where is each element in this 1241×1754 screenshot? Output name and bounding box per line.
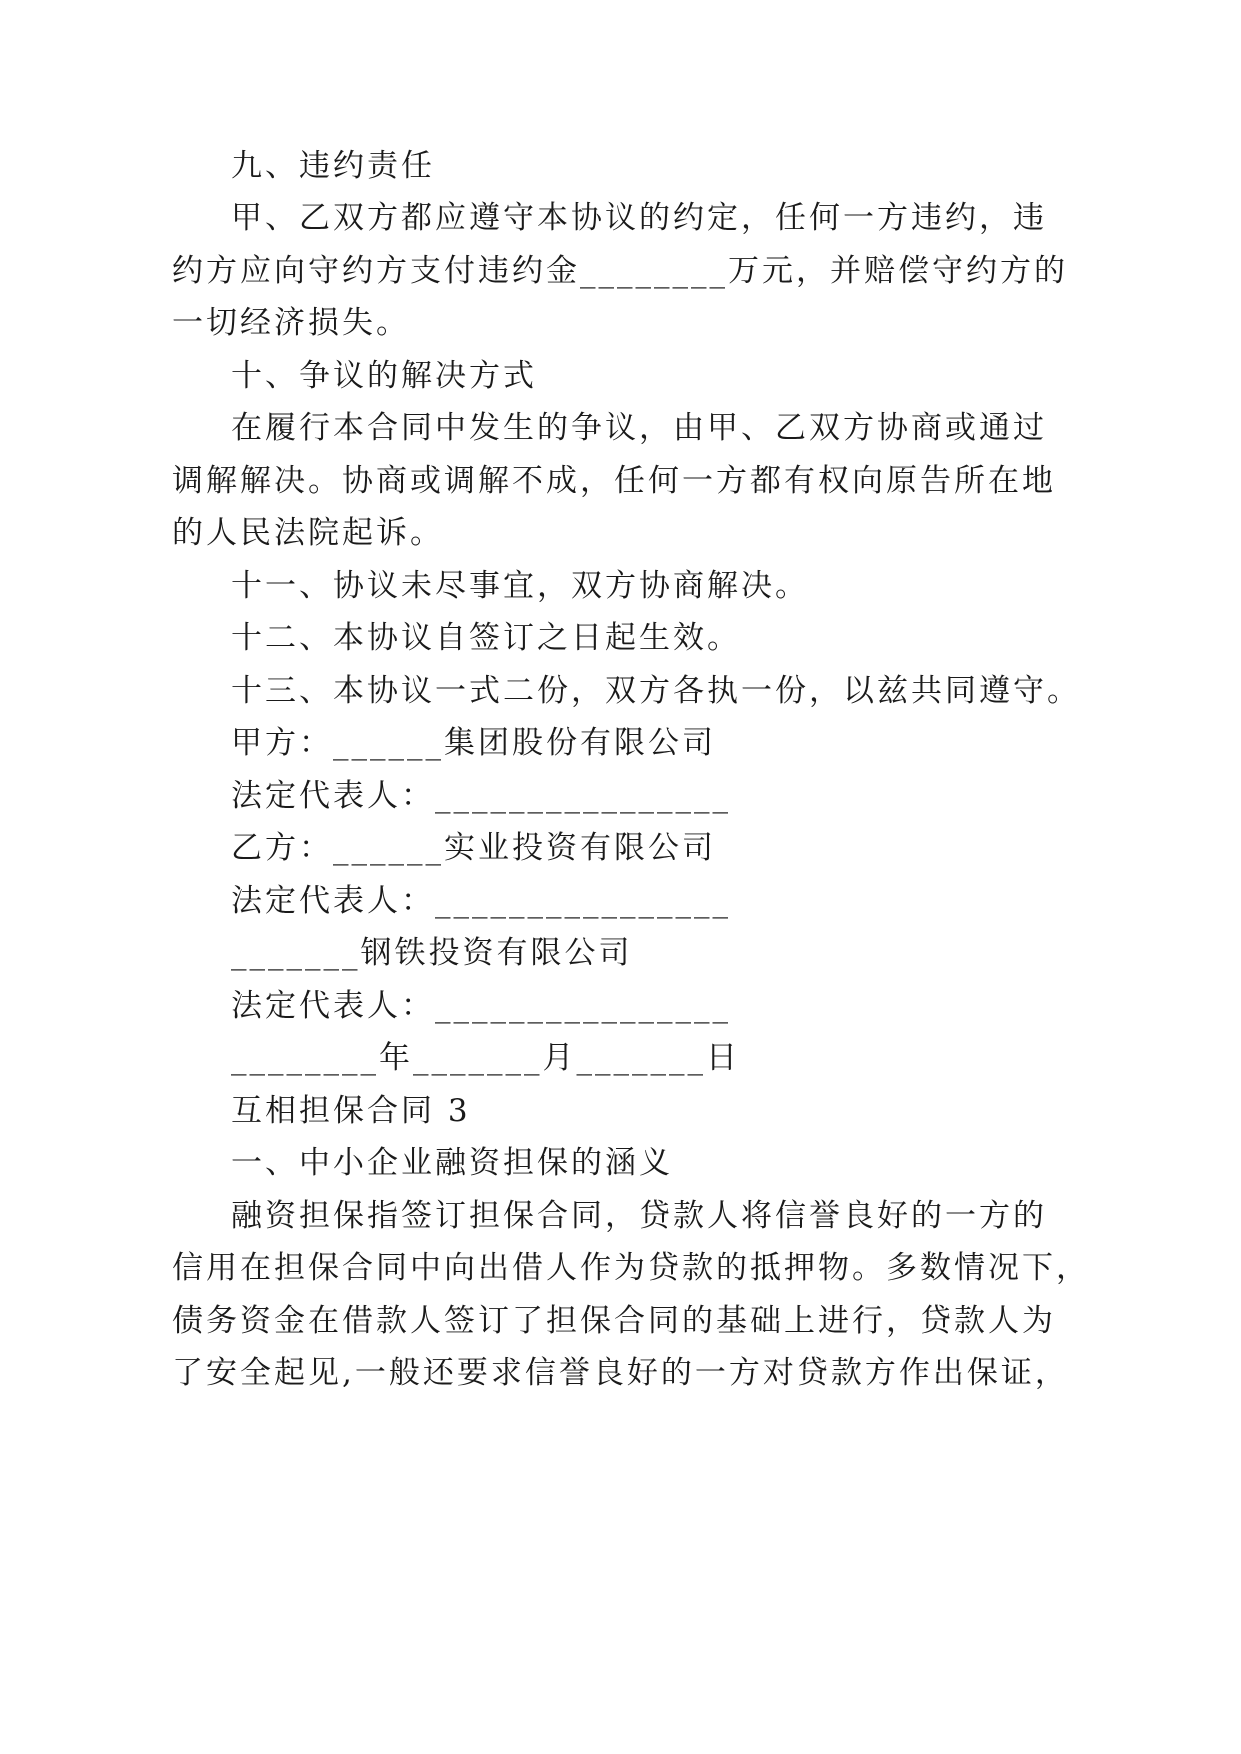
paragraph-line: 融资担保指签订担保合同，贷款人将信誉良好的一方的	[231, 1198, 1047, 1234]
signature-representative: 法定代表人：________________	[231, 883, 731, 919]
signature-representative: 法定代表人：________________	[231, 778, 731, 814]
signature-party-c: _______钢铁投资有限公司	[231, 935, 633, 971]
paragraph-line: 债务资金在借款人签订了担保合同的基础上进行，贷款人为	[172, 1303, 1056, 1339]
signature-party-b: 乙方：______实业投资有限公司	[231, 830, 716, 866]
section-heading-dispute: 十、争议的解决方式	[231, 358, 537, 394]
signature-representative: 法定代表人：________________	[231, 988, 731, 1024]
signature-party-a: 甲方：______集团股份有限公司	[231, 725, 716, 761]
clause-line: 十二、本协议自签订之日起生效。	[231, 620, 741, 656]
clause-line: 十三、本协议一式二份，双方各执一份，以兹共同遵守。	[231, 673, 1081, 709]
section-heading-breach: 九、违约责任	[231, 148, 435, 184]
signature-date: ________年_______月_______日	[231, 1040, 740, 1076]
clause-line: 十一、协议未尽事宜，双方协商解决。	[231, 568, 809, 604]
paragraph-line: 调解解决。协商或调解不成，任何一方都有权向原告所在地	[172, 463, 1056, 499]
paragraph-line: 信用在担保合同中向出借人作为贷款的抵押物。多数情况下，	[172, 1250, 1090, 1286]
paragraph-line: 了安全起见,一般还要求信誉良好的一方对贷款方作出保证，	[172, 1355, 1069, 1391]
paragraph-line: 在履行本合同中发生的争议，由甲、乙双方协商或通过	[231, 410, 1047, 446]
paragraph-line: 约方应向守约方支付违约金________万元，并赔偿守约方的	[172, 253, 1068, 289]
paragraph-line: 一切经济损失。	[172, 305, 410, 341]
document-section-title: 互相担保合同 3	[231, 1093, 471, 1129]
paragraph-line: 甲、乙双方都应遵守本协议的约定，任何一方违约，违	[231, 200, 1047, 236]
section-heading-financing: 一、中小企业融资担保的涵义	[231, 1145, 673, 1181]
paragraph-line: 的人民法院起诉。	[172, 515, 444, 551]
